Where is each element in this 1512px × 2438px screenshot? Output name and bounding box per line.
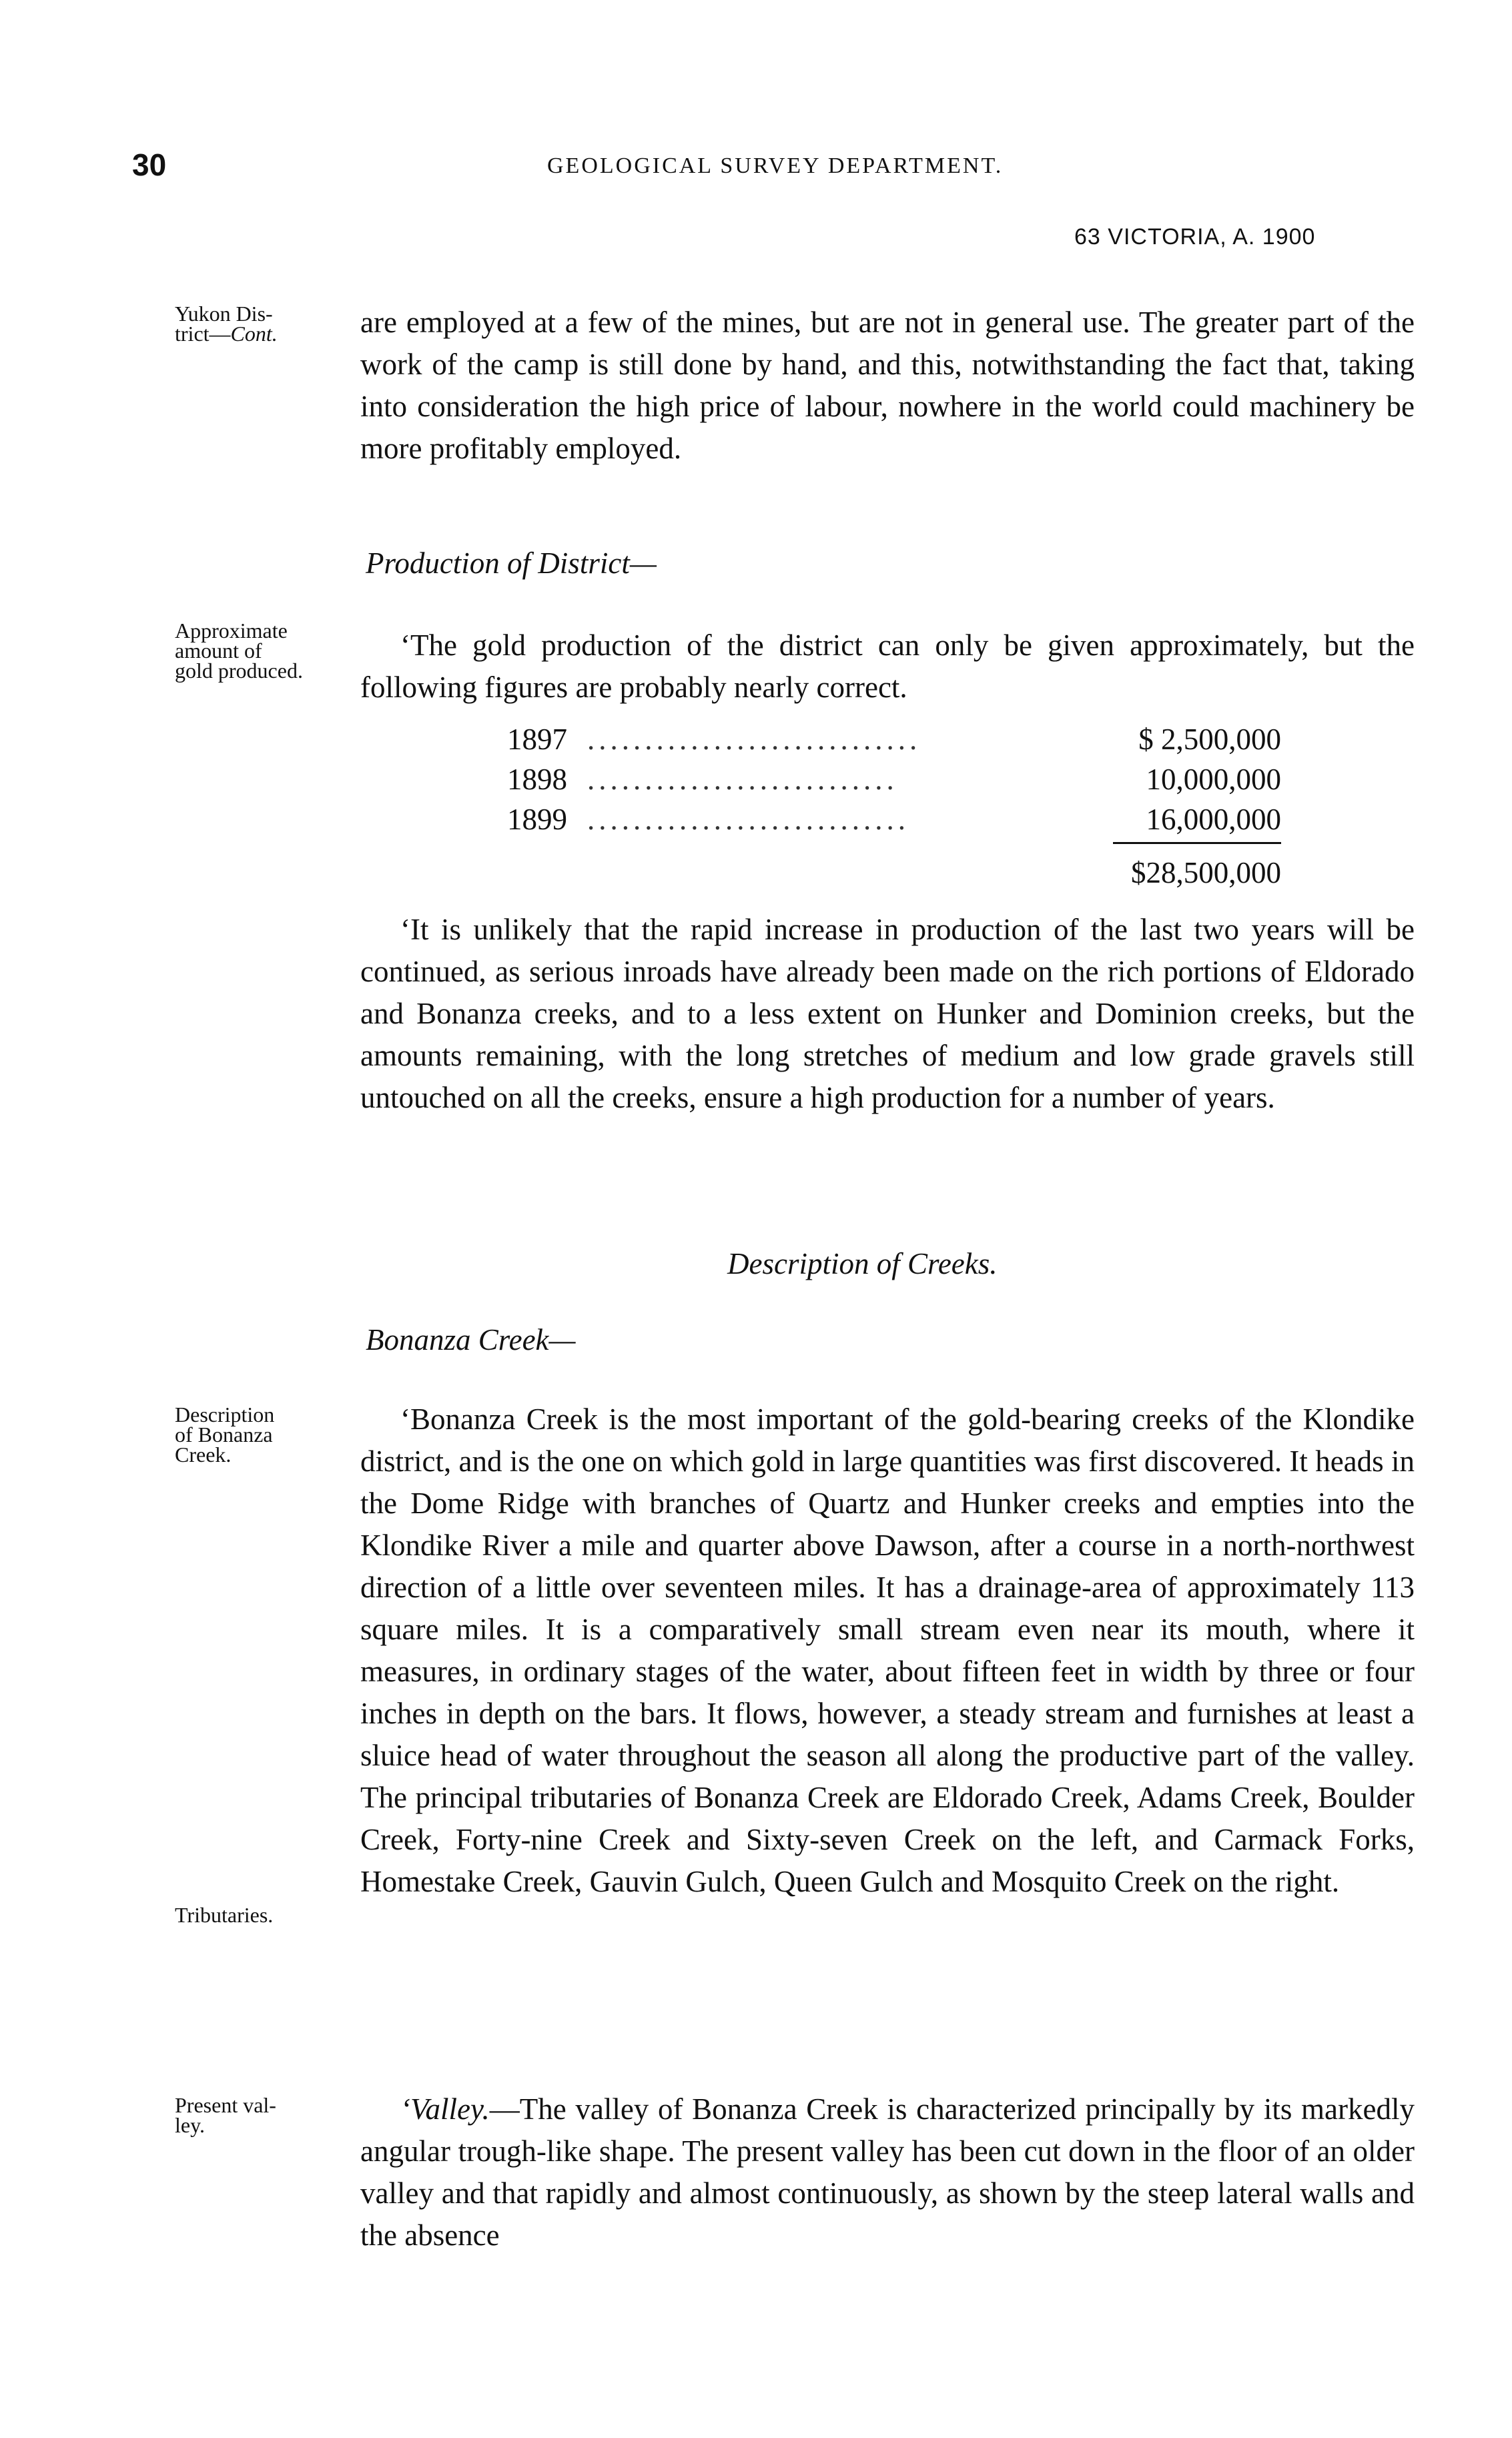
session-line: 63 VICTORIA, A. 1900	[1074, 224, 1316, 250]
production-heading: Production of District—	[366, 546, 657, 580]
margin-note-valley: Present val- ley.	[175, 2093, 276, 2137]
margin-note-description: Description of Bonanza Creek.	[175, 1402, 275, 1467]
description-heading: Description of Creeks.	[727, 1247, 998, 1280]
running-head: GEOLOGICAL SURVEY DEPARTMENT.	[547, 153, 1004, 178]
total-rule	[1113, 842, 1281, 844]
margin-note-yukon: Yukon Dis- trict—Cont.	[175, 302, 278, 346]
production-row: 1898 ........................... 10,000,000	[507, 763, 1281, 796]
paragraph-bonanza: ‘Bonanza Creek is the most important of the gold-bearing creeks of the Klondike district, and is the one on which gold in large quantities was first discovered. It heads in the Dome Ridge with branches of Quartz and Hunker creeks and empties into the Klondike River a mile and quarter above Dawson, after a course in a north-northwest direction of a little over seventeen miles. It has a drainage-area of approximately 113 square miles. It is a comparatively small stream even near its mouth, where it measures, in ordinary stages of the water, about fifteen feet in width by three or four inches in depth on the bars. It flows, however, a steady stream and furnishes at least a sluice head of water throughout the season all along the productive part of the valley. The principal tributaries of Bonanza Creek are Eldorado Creek, Adams Creek, Boulder Creek, Forty-nine Creek and Sixty-seven Creek on the left, and Carmack Forks, Homestake Creek, Gauvin Gulch, Queen Gulch and Mosquito Creek on the right.	[360, 1402, 1415, 1898]
paragraph-valley	[360, 2088, 1415, 2257]
valley-text: —The valley of Bonanza Creek is characterized principally by its markedly angular trough-like shape. The present valley has been cut down in the floor of an older valley and that rapidly and almost continuously, as shown by the steep lateral walls and the absence	[360, 2092, 1415, 2252]
margin-note-approx: Approximate amount of gold produced.	[175, 619, 303, 683]
page-number: 30	[132, 147, 167, 182]
margin-note-tributaries: Tributaries.	[175, 1903, 274, 1927]
production-row: 1897 ............................. $ 2,500,000	[507, 723, 1281, 756]
paragraph-production-intro: ‘The gold production of the district can only be given approximately, but the following figures are probably nearly correct.	[360, 629, 1415, 704]
production-total: $28,500,000	[1131, 856, 1281, 889]
paragraph-intro: are employed at a few of the mines, but are not in general use. The greater part of the work of the camp is still done by hand, and this, notwithstanding the fact that, taking into consideration the high price of labour, nowhere in the world could machinery be more profitably employed.	[360, 306, 1415, 465]
paragraph-increase: ‘It is unlikely that the rapid increase in production of the last two years will be continued, as serious inroads have already been made on the rich portions of Eldorado and Bonanza creeks, and to a less extent on Hunker and Dominion creeks, but the amounts remaining, with the long stretches of medium and low grade gravels still untouched on all the creeks, ensure a high production for a number of years.	[360, 913, 1415, 1114]
production-row: 1899 ............................ 16,000,000	[507, 803, 1281, 836]
valley-label: ‘Valley.	[400, 2092, 490, 2126]
bonanza-heading: Bonanza Creek—	[366, 1323, 576, 1356]
